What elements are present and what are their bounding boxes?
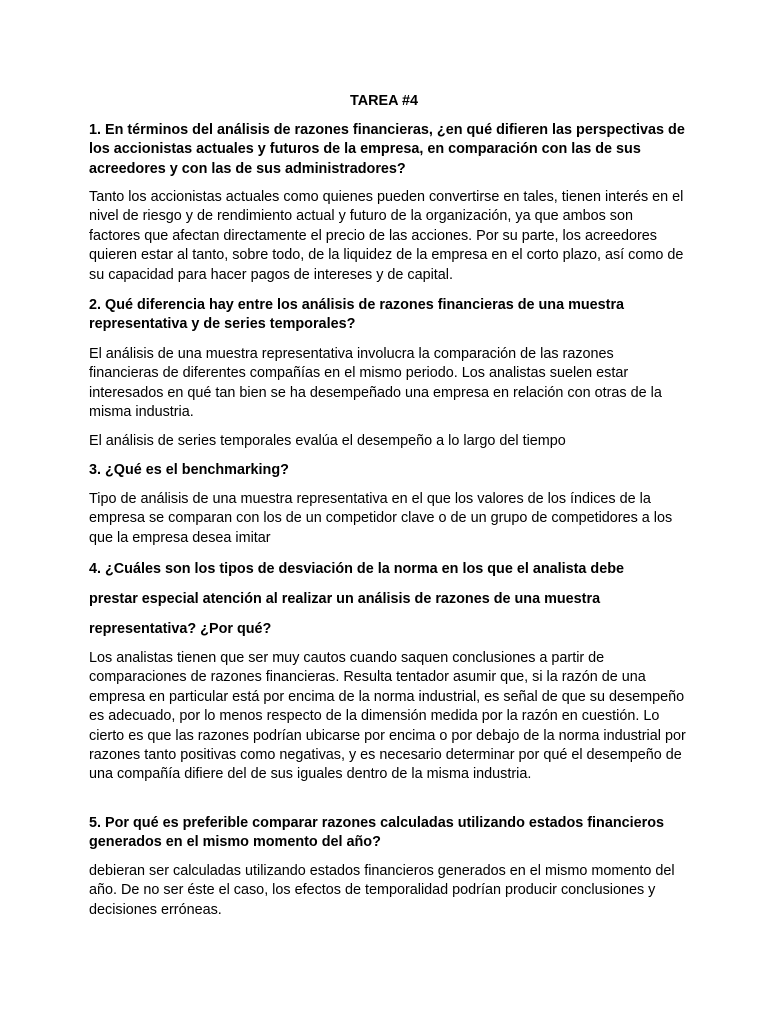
question-5: 5. Por qué es preferible comparar razones calculadas utilizando estados financieros generados en el mismo momento del año? [89,815,665,851]
question-4-line-2: prestar especial atención al realizar un análisis de razones de una muestra [89,591,601,607]
document-title: TAREA #4 [350,93,418,109]
answer-2-time-series: El análisis de series temporales evalúa el desempeño a lo largo del tiempo [89,433,566,449]
question-4-line-1: 4. ¿Cuáles son los tipos de desviación de la norma en los que el analista debe [89,561,625,577]
answer-1: Tanto los accionistas actuales como quienes pueden convertirse en tales, tienen interés en el nivel de riesgo y de rendimiento actual y futuro de la organización, ya que ambos son factores que afectan directamente el precio de las acciones. Por su parte, los acreedores quieren estar al tanto, sobre todo, de la liquidez de la empresa en el corto plazo, así como de su capacidad para hacer pagos de intereses y de capital. [89,189,684,283]
answer-3: Tipo de análisis de una muestra representativa en el que los valores de los índices de la empresa se comparan con los de un competidor clave o de un grupo de competidores a los que la empresa desea imitar [89,491,673,546]
question-2: 2. Qué diferencia hay entre los análisis de razones financieras de una muestra representativa y de series temporales? [89,297,625,333]
question-4-line-3: representativa? ¿Por qué? [89,621,272,637]
answer-4: Los analistas tienen que ser muy cautos cuando saquen conclusiones a partir de comparaciones de razones financieras. Resulta tentador asumir que, si la razón de una empresa en particular está por encima de la norma industrial, es señal de que su desempeño es adecuado, por lo menos respecto de la dimensión medida por la razón en cuestión. Lo cierto es que las razones podrían ubicarse por encima o por debajo de la norma industrial por razones tanto positivas como negativas, y es necesario determinar por qué el desempeño de una compañía difiere del de sus iguales dentro de la misma industria. [89,650,686,783]
question-1: 1. En términos del análisis de razones financieras, ¿en qué difieren las perspectivas de los accionistas actuales y futuros de la empresa, en comparación con las de sus acreedores y con las de sus administradores? [89,122,685,177]
answer-2-cross-section: El análisis de una muestra representativa involucra la comparación de las razones financieras de diferentes compañías en el mismo periodo. Los analistas suelen estar interesados en qué tan bien se ha desempeñado una empresa en relación con otras de la misma industria. [89,346,662,421]
question-3: 3. ¿Qué es el benchmarking? [89,462,289,478]
answer-5: debieran ser calculadas utilizando estados financieros generados en el mismo momento del año. De no ser éste el caso, los efectos de temporalidad podrían producir conclusiones y decisiones erróneas. [89,863,675,918]
